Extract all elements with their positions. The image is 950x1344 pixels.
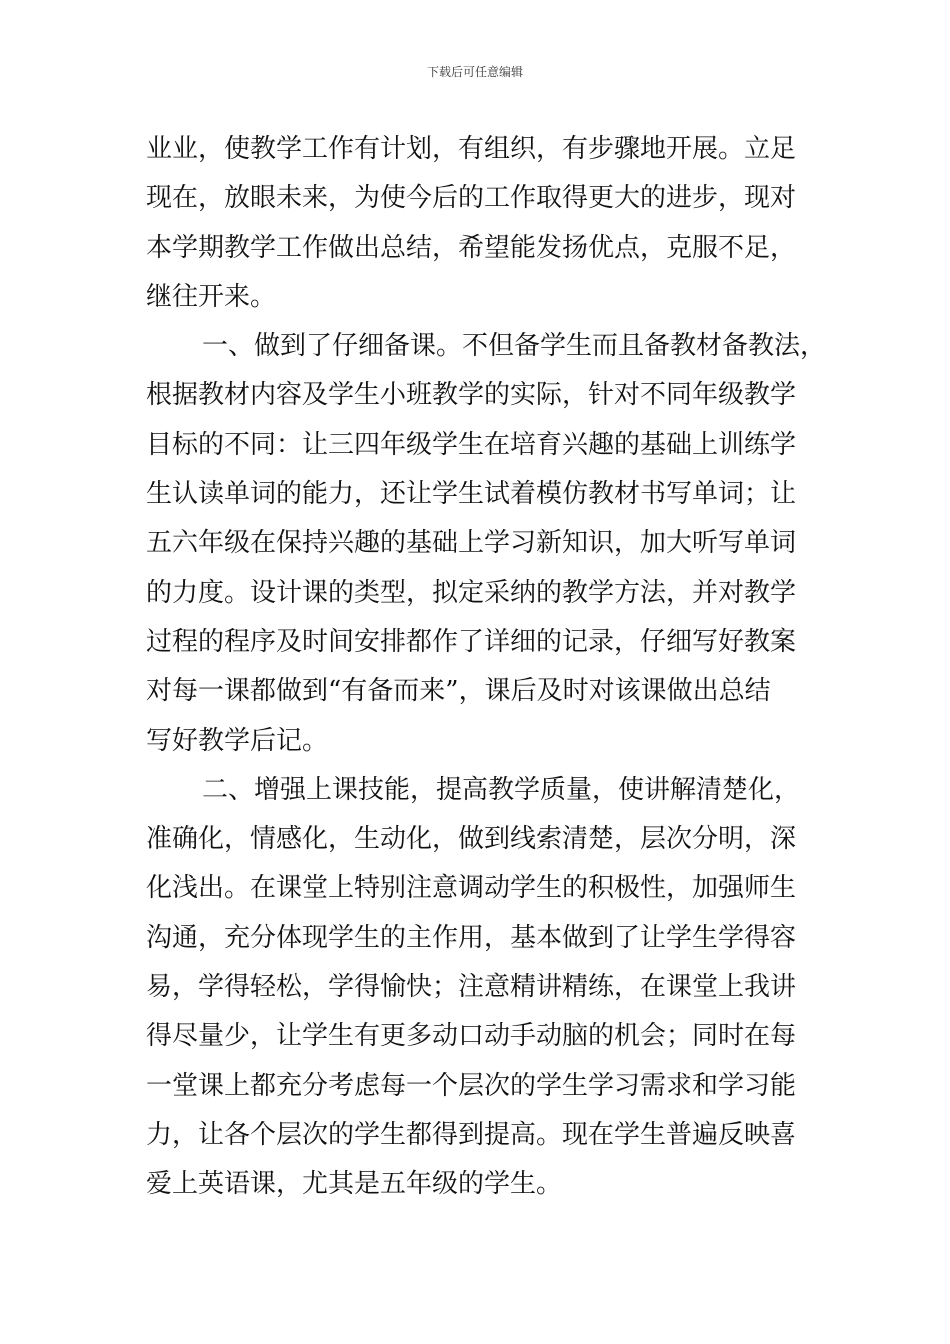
- text-line: 化浅出。在课堂上特别注意调动学生的积极性，加强师生: [146, 873, 797, 904]
- text-line: 的力度。设计课的类型，拟定采纳的教学方法，并对教学: [146, 577, 797, 608]
- text-line: 现在，放眼未来，为使今后的工作取得更大的进步，现对: [146, 183, 797, 214]
- paragraph-1: [146, 125, 810, 322]
- text-line: 爱上英语课，尤其是五年级的学生。: [146, 1169, 563, 1200]
- paragraph-3: [146, 766, 810, 1210]
- text-line: 目标的不同：让三四年级学生在培育兴趣的基础上训练学: [146, 429, 797, 460]
- paragraph-2: [146, 322, 827, 766]
- text-line: 一堂课上都充分考虑每一个层次的学生学习需求和学习能: [146, 1070, 797, 1101]
- page-header: 下载后可任意编辑: [426, 65, 523, 79]
- text-line: 生认读单词的能力，还让学生试着模仿教材书写单词；让: [146, 479, 797, 510]
- text-line: 二、增强上课技能，提高教学质量，使讲解清楚化，: [202, 774, 801, 805]
- text-line: 得尽量少，让学生有更多动口动手动脑的机会；同时在每: [146, 1021, 797, 1052]
- text-line: 根据教材内容及学生小班教学的实际，针对不同年级教学: [146, 380, 797, 411]
- text-line: 五六年级在保持兴趣的基础上学习新知识，加大听写单词: [146, 528, 797, 559]
- text-line: 易，学得轻松，学得愉快；注意精讲精练，在课堂上我讲: [146, 972, 797, 1003]
- text-line: 继往开来。: [146, 281, 277, 312]
- text-line: 沟通，充分体现学生的主作用，基本做到了让学生学得容: [146, 922, 797, 953]
- text-line: 业业，使教学工作有计划，有组织，有步骤地开展。立足: [146, 134, 797, 164]
- text-line: 本学期教学工作做出总结，希望能发扬优点，克服不足，: [146, 232, 797, 263]
- text-line: 一、做到了仔细备课。不但备学生而且备教材备教法，: [202, 331, 827, 362]
- text-line: 力，让各个层次的学生都得到提高。现在学生普遍反映喜: [146, 1119, 797, 1150]
- text-line: 准确化，情感化，生动化，做到线索清楚，层次分明，深: [146, 824, 797, 855]
- text-line: 写好教学后记。: [146, 725, 329, 756]
- text-line: 对每一课都做到“有备而来”，课后及时对该课做出总结: [146, 676, 771, 707]
- document-body: [146, 125, 827, 1210]
- text-line: 过程的程序及时间安排都作了详细的记录，仔细写好教案: [146, 626, 797, 657]
